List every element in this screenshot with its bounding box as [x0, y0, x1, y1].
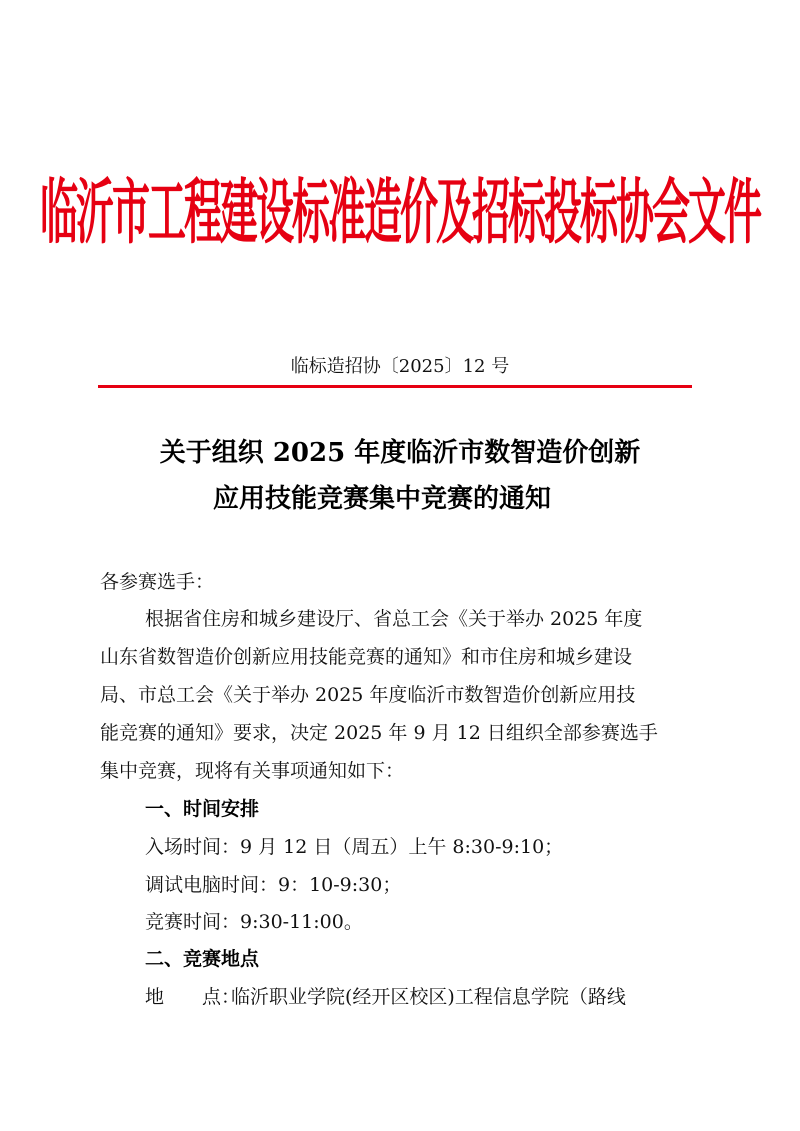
paragraph-line: 集中竞赛，现将有关事项通知如下： — [100, 760, 405, 782]
section-heading-venue: 二、竞赛地点 — [145, 948, 260, 970]
document-number: 临标造招协〔2025〕12 号 — [290, 356, 510, 377]
greeting: 各参赛选手： — [100, 571, 215, 593]
venue-line — [145, 982, 745, 1009]
notice-title-line-2: 应用技能竞赛集中竞赛的通知 — [212, 484, 551, 514]
venue-text: 临沂职业学院(经开区校区)工程信息学院（路线 — [231, 986, 626, 1008]
red-divider-line — [98, 385, 692, 388]
schedule-item-entry-time: 入场时间：9 月 12 日（周五）上午 8:30-9:10； — [145, 836, 564, 858]
paragraph-line: 能竞赛的通知》要求，决定 2025 年 9 月 12 日组织全部参赛选手 — [100, 722, 658, 744]
schedule-item-debug-time: 调试电脑时间：9：10-9:30； — [145, 874, 402, 896]
notice-title-line-1: 关于组织 2025 年度临沂市数智造价创新 — [159, 438, 641, 468]
paragraph-line: 根据省住房和城乡建设厅、省总工会《关于举办 2025 年度 — [145, 608, 643, 630]
paragraph-line: 局、市总工会《关于举办 2025 年度临沂市数智造价创新应用技 — [100, 684, 636, 706]
schedule-item-contest-time: 竞赛时间：9:30-11:00。 — [145, 911, 363, 933]
paragraph-line: 山东省数智造价创新应用技能竞赛的通知》和市住房和城乡建设 — [100, 646, 633, 668]
org-header-title: 临沂市工程建设标准造价及招标投标协会文件 — [40, 168, 761, 253]
venue-label: 地 点： — [145, 986, 241, 1008]
section-heading-schedule: 一、时间安排 — [145, 798, 260, 820]
